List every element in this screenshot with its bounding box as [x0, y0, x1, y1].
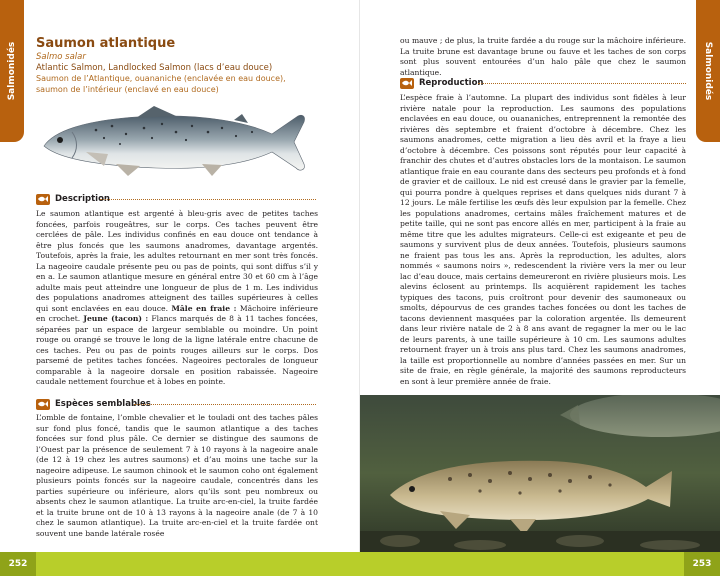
divider: [100, 199, 316, 200]
french-names: Saumon de l’Atlantique, ouananiche (enclavée en eau douce), saumon de l’intérieur (enclavé en eau douce): [36, 74, 286, 94]
description-heading: [36, 192, 110, 206]
similar-species-text: L’omble de fontaine, l’omble chevalier et le touladi ont des taches pâles sur fond plus foncé, tandis que le saumon atlantique a des taches foncées sur fond plus pâle. Ce dernier se distingue des saumons de l’Ouest par la présence de seulement 7 à 10 rayons à la nageoire anale (de 12 à 19 chez les autres saumons) et d’au moins une tache sur la nageoire adipeuse. Le saumon chinook et le saumon coho ont également plusieurs points foncés sur la nageoire caudale, concentrés dans les parties supérieure ou inférieure, alors qu’ils sont peu nombreux ou absents chez le saumon atlantique. La truite arc-en-ciel, la truite fardée et la truite brune ont de 10 à 13 rayons à la nageoire anale (de 7 à 10 chez le saumon atlantique). La truite arc-en-ciel et la truite fardée ont souvent une bande latérale rosée: [36, 413, 318, 538]
salmon-illustration: [26, 106, 326, 178]
reproduction-heading-label: Reproduction: [419, 78, 484, 88]
side-tab-right: [696, 0, 720, 142]
similar-species-heading-label: Espèces semblables: [55, 399, 151, 409]
divider: [478, 83, 686, 84]
description-heading-label: Description: [55, 194, 110, 204]
continued-text: ou mauve ; de plus, la truite fardée a du rouge sur la mâchoire inférieure. La truite brune est davantage brune ou fauve et les taches de son corps sont plus souvent entourées d’un halo pâle que chez le saumon atlantique.: [400, 36, 686, 77]
reproduction-text: L’espèce fraie à l’automne. La plupart des individus sont fidèles à leur rivière natale pour la reproduction. Les saumons des populations enclavées en eau douce, ou ouananiches, entreprennent la remontée des rivières dès septembre et fraient d’octobre à décembre. Chez les saumons anadromes, cette migration a lieu dès avril et la fraye a lieu d’octobre à décembre. Ces poissons sont réputés pour leur capacité à franchir des chutes et d’autres obstacles lors de la montaison. Le saumon atlantique fraie en eau courante dans des secteurs peu profonds et à fond de gravier et de cailloux. Le nid est creusé dans le gravier par la femelle, qui pourra pondre à quelques reprises et dans quelques nids durant 7 à 12 jours. Le mâle fertilise les œufs dès leur expulsion par la femelle. Chez les populations anadromes, certains mâles fraîchement matures et de petite taille, qui ne sont pas encore allés en mer, participent à la fraie au même titre que les adultes migrateurs. Celle-ci est exigeante et peu de saumons y survivent plus de deux années. Toutefois, plusieurs saumons ne fraient pas tous les ans. Après la reproduction, les adultes, alors nommés « saumons noirs », redescendent la rivière vers la mer ou leur lac d’eau douce, mais certains demeureront en rivière plusieurs mois. Les alevins éclosent au printemps. Ils acquièrent rapidement les taches typiques des tacons, puis croîtront pour devenir des saumoneaux ou smolts, dépourvus de ces grandes taches foncées ou dont les taches de tacons deviennent masquées par la coloration argentée. Ils demeurent dans leur rivière natale de 2 à 8 ans avant de regagner la mer ou le lac de leurs parents, à une taille supérieure à 10 cm. Les saumons adultes retournent frayer un à trois ans plus tard. Chez les saumons anadromes, la taille est proportionnelle au nombre d’années passées en mer. Sur un site de fraie, en règle générale, la majorité des saumons reproducteurs en sont à leur première année de fraie.: [400, 93, 686, 386]
fish-icon: [36, 194, 50, 205]
fish-icon: [36, 399, 50, 410]
page-number-left: 252: [0, 552, 36, 576]
footer-bar: [0, 552, 720, 576]
page-number-right: 253: [684, 552, 720, 576]
side-tab-label: Salmonidés: [703, 41, 713, 101]
fish-icon: [400, 78, 414, 89]
side-tab-left: [0, 0, 24, 142]
left-page: [0, 0, 360, 552]
side-tab-label: Salmonidés: [7, 41, 17, 101]
description-text: Le saumon atlantique est argenté à bleu-gris avec de petites taches foncées, parfois rougeâtres, sur le corps. Ces taches peuvent être cerclées de pâle. Les individus confinés en eau douce ont tendance à être plus foncés que les saumons anadromes, davantage argentés. Toutefois, après la fraie, les adultes retournant en mer sont très foncés. La nageoire caudale présente peu ou pas de points, qui sont diffus s’il y en a. Le saumon atlantique mesure en général entre 30 et 60 cm à l’âge adulte mais peut atteindre une longueur de plus de 1 m. Les individus des populations anadromes atteignent des tailles supérieures à celles qui sont enclavées en eau douce. Mâle en fraie : Mâchoire inférieure en crochet. Jeune (tacon) : Flancs marqués de 8 à 11 taches foncées, séparées par un espace de largeur semblable ou moindre. Un point rouge ou orangé se trouve le long de la ligne latérale entre chacune de ces taches. Peu ou pas de points rouges ailleurs sur le corps. Dos parsemé de petites taches foncées. Nageoires pectorales de longueur comparable à la nageoire dorsale en position rabaissée. Nageoire caudale nettement fourchue et à lobes en pointe.: [36, 209, 318, 386]
english-names: Atlantic Salmon, Landlocked Salmon (lacs d’eau douce): [36, 63, 273, 73]
underwater-salmon-photo: [360, 395, 720, 552]
latin-name: Salmo salar: [36, 52, 86, 62]
reproduction-heading: [400, 76, 483, 90]
species-title: Saumon atlantique: [36, 36, 176, 51]
divider: [134, 404, 316, 405]
